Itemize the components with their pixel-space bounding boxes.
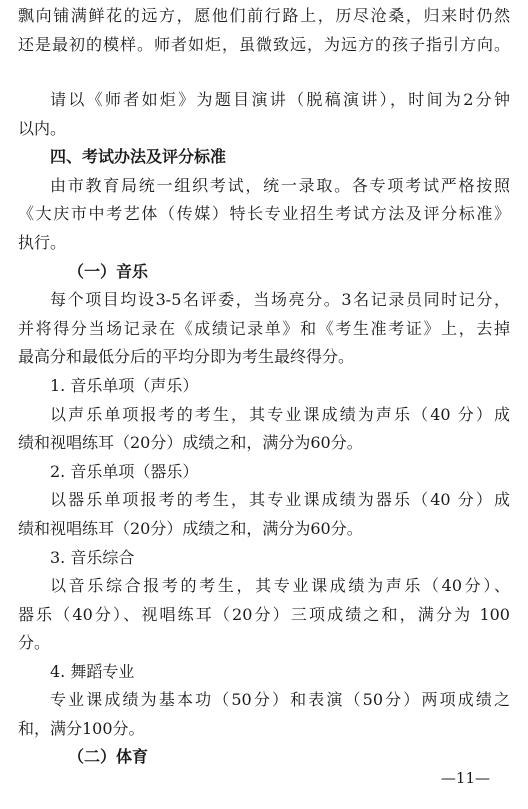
- paragraph-line: 《大庆市中考艺体（传媒）特长专业招生考试方法及评分标准》: [18, 204, 510, 223]
- subsection-heading: （一）音乐: [68, 262, 149, 281]
- paragraph-line: 以音乐综合报考的考生，其专业课成绩为声乐（40分）、: [50, 576, 510, 595]
- paragraph-line: 器乐（40分）、视唱练耳（20分）三项成绩之和，满分为 100: [18, 605, 510, 624]
- paragraph-line: 和，满分100分。: [18, 719, 145, 738]
- paragraph-line: 以器乐单项报考的考生，其专业课成绩为器乐（40 分）成: [50, 490, 510, 509]
- paragraph-line: 还是最初的模样。师者如炬，虽微致远，为远方的孩子指引方向。: [18, 35, 510, 54]
- paragraph-line: 执行。: [18, 233, 67, 252]
- paragraph-line: 由市教育局统一组织考试，统一录取。各专项考试严格按照: [50, 176, 510, 195]
- paragraph-line: 绩和视唱练耳（20分）成绩之和，满分为60分。: [18, 519, 363, 538]
- item-heading: 4. 舞蹈专业: [50, 662, 135, 681]
- page-number: —11—: [440, 769, 490, 787]
- item-heading: 3. 音乐综合: [50, 548, 135, 567]
- paragraph-line: 并将得分当场记录在《成绩记录单》和《考生准考证》上，去掉: [18, 319, 510, 338]
- paragraph-line: 以声乐单项报考的考生，其专业课成绩为声乐（40 分）成: [50, 405, 510, 424]
- paragraph-line: 专业课成绩为基本功（50分）和表演（50分）两项成绩之: [50, 690, 510, 709]
- paragraph-line: 分。: [18, 633, 51, 652]
- subsection-heading: （二）体育: [68, 747, 149, 766]
- item-heading: 1. 音乐单项（声乐）: [50, 376, 199, 395]
- paragraph-line: 请以《师者如炬》为题目演讲（脱稿演讲），时间为2分钟: [50, 90, 510, 109]
- paragraph-line: 最高分和最低分后的平均分即为考生最终得分。: [18, 347, 355, 366]
- section-heading: 四、考试办法及评分标准: [50, 147, 227, 166]
- paragraph-line: 飘向铺满鲜花的远方，愿他们前行路上，历尽沧桑，归来时仍然: [18, 6, 510, 25]
- paragraph-line: 绩和视唱练耳（20分）成绩之和，满分为60分。: [18, 433, 363, 452]
- paragraph-line: 以内。: [18, 119, 67, 138]
- paragraph-line: 每个项目均设3-5名评委，当场亮分。3名记录员同时记分，: [50, 290, 510, 309]
- item-heading: 2. 音乐单项（器乐）: [50, 462, 199, 481]
